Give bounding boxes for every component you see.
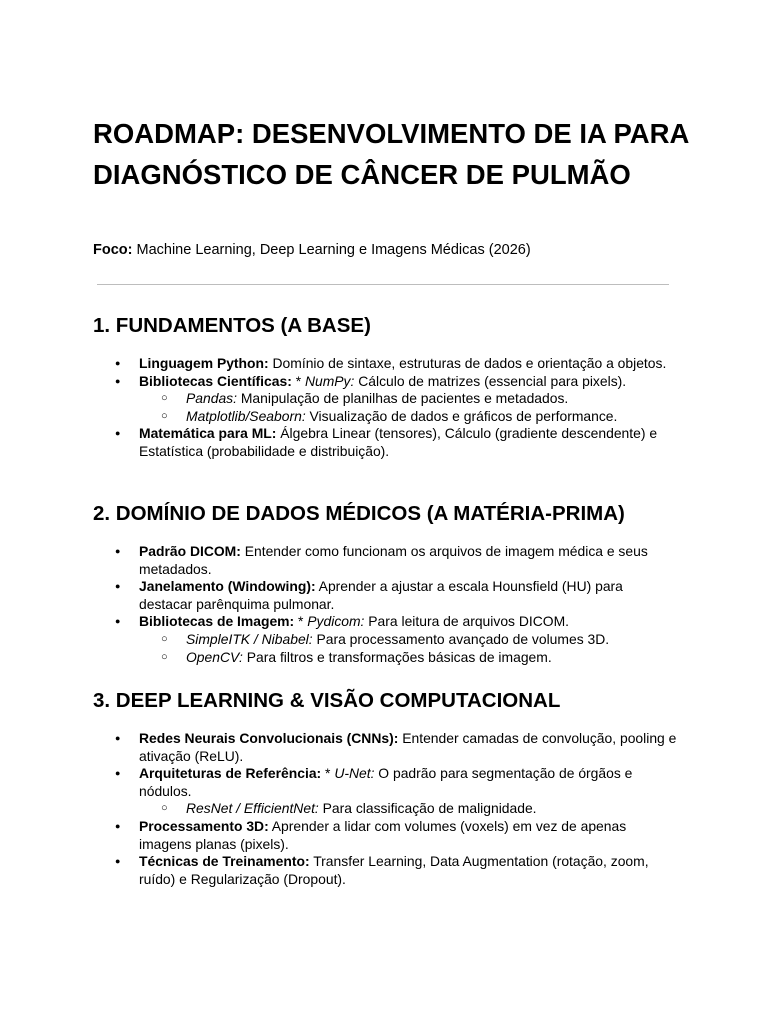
item-italic-label: U-Net: (334, 765, 375, 782)
item-bold-label: Processamento 3D: (139, 817, 269, 834)
focus-line (93, 240, 531, 260)
section-heading-fundamentos: 1. FUNDAMENTOS (A BASE) (93, 314, 371, 337)
item-italic-label: Pydicom: (307, 613, 365, 630)
list-item (139, 543, 679, 578)
sub-list-item (186, 800, 679, 818)
list-item (139, 425, 679, 460)
item-text: Aprender a lidar com volumes (voxels) em vez de apenas imagens planas (pixels). (139, 817, 627, 852)
list-item (139, 613, 679, 666)
sub-list (139, 631, 679, 666)
list-item (139, 373, 679, 426)
item-text: Entender camadas de convolução, pooling e ativação (ReLU). (139, 730, 677, 764)
list-item (139, 765, 679, 818)
sub-list-item (186, 631, 679, 649)
focus-label: Foco: (93, 242, 133, 258)
item-bold-label: Técnicas de Treinamento: (139, 853, 310, 870)
item-asterisk: * (294, 613, 308, 630)
item-text: Álgebra Linear (tensores), Cálculo (gradiente descendente) e Estatística (probabilidade e distribuição). (139, 425, 658, 459)
item-text: O padrão para segmentação de órgãos e nódulos. (139, 765, 633, 799)
item-italic-label: ResNet / EfficientNet: (186, 800, 319, 817)
section-list-fundamentos (139, 355, 679, 461)
item-italic-label: Pandas: (186, 390, 237, 407)
list-item (139, 730, 679, 765)
item-bold-label: Bibliotecas de Imagem: (139, 613, 295, 630)
focus-text: Machine Learning, Deep Learning e Imagens Médicas (2026) (132, 242, 531, 258)
item-bold-label: Bibliotecas Científicas: (139, 372, 292, 389)
sub-list-item (186, 408, 679, 426)
item-bold-label: Redes Neurais Convolucionais (CNNs): (139, 730, 399, 746)
item-asterisk: * (321, 765, 335, 782)
item-bold-label: Matemática para ML: (139, 425, 277, 442)
sub-list (139, 800, 679, 818)
item-italic-label: SimpleITK / Nibabel: (186, 630, 313, 647)
section-list-dados-medicos (139, 543, 679, 666)
item-bold-label: Linguagem Python: (139, 355, 269, 371)
section-list-deep-learning (139, 730, 679, 888)
list-item (139, 578, 679, 613)
item-text: Transfer Learning, Data Augmentation (rotação, zoom, ruído) e Regularização (Dropout). (139, 853, 649, 887)
item-text: Aprender a ajustar a escala Hounsfield (HU) para destacar parênquima pulmonar. (139, 578, 623, 612)
item-text: Entender como funcionam os arquivos de imagem médica e seus metadados. (139, 543, 648, 577)
document-title: ROADMAP: DESENVOLVIMENTO DE IA PARA DIAGNÓSTICO DE CÂNCER DE PULMÃO (93, 118, 689, 190)
item-bold-label: Padrão DICOM: (139, 543, 241, 559)
item-text: Para leitura de arquivos DICOM. (364, 613, 570, 630)
item-text: Cálculo de matrizes (essencial para pixels). (354, 372, 627, 389)
list-item (139, 853, 679, 888)
sub-list-item (186, 649, 679, 667)
item-text: Para classificação de malignidade. (318, 800, 537, 817)
sub-list (139, 390, 679, 425)
item-text: Para filtros e transformações básicas de imagem. (242, 648, 552, 665)
item-italic-label: Matplotlib/Seaborn: (186, 407, 306, 424)
item-text: Visualização de dados e gráficos de performance. (305, 407, 618, 424)
item-italic-label: OpenCV: (186, 648, 243, 665)
item-bold-label: Janelamento (Windowing): (139, 578, 316, 595)
item-text: Para processamento avançado de volumes 3D. (312, 630, 610, 647)
item-italic-label: NumPy: (304, 372, 355, 389)
horizontal-divider (97, 284, 669, 285)
item-asterisk: * (291, 372, 305, 389)
item-text: Manipulação de planilhas de pacientes e metadados. (236, 390, 569, 407)
section-heading-deep-learning: 3. DEEP LEARNING & VISÃO COMPUTACIONAL (93, 689, 561, 712)
item-text: Domínio de sintaxe, estruturas de dados e orientação a objetos. (268, 355, 667, 371)
section-heading-dados-medicos: 2. DOMÍNIO DE DADOS MÉDICOS (A MATÉRIA-PRIMA) (93, 502, 625, 525)
item-bold-label: Arquiteturas de Referência: (139, 765, 322, 782)
list-item (139, 818, 679, 853)
sub-list-item (186, 390, 679, 408)
list-item (139, 355, 679, 373)
